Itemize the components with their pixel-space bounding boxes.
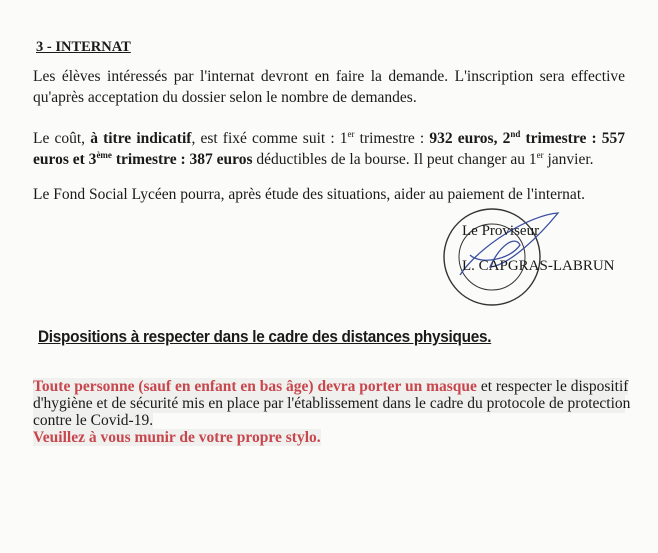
dispositions-line3: contre le Covid-19.	[33, 412, 154, 429]
para2-line2: euros et 3ème trimestre : 387 euros déductibles de la bourse. Il peut changer au 1er janvier.	[33, 149, 594, 168]
dispositions-pen-notice: Veuillez à vous munir de votre propre stylo.	[33, 429, 321, 446]
para3: Le Fond Social Lycéen pourra, après étude des situations, aider au paiement de l'internat.	[33, 186, 585, 203]
section-title: 3 - INTERNAT	[36, 39, 131, 55]
dispositions-line1: Toute personne (sauf en enfant en bas âge) devra porter un masque et respecter le dispositif	[33, 378, 629, 395]
para1-line1: Les élèves intéressés par l'internat devront en faire la demande. L'inscription sera effective	[33, 68, 625, 85]
dispositions-heading: Dispositions à respecter dans le cadre des distances physiques.	[38, 328, 492, 346]
dispositions-line2: d'hygiène et de sécurité mis en place par l'établissement dans le cadre du protocole de protection	[33, 395, 631, 412]
signature-role: Le Proviseur	[462, 223, 540, 239]
para2-line1: Le coût, à titre indicatif, est fixé comme suit : 1er trimestre : 932 euros, 2nd trimestre : 557	[33, 128, 625, 147]
para1-line2: qu'après acceptation du dossier selon le nombre de demandes.	[33, 89, 417, 106]
signature-name: L. CAPGRAS-LABRUN	[462, 258, 615, 274]
